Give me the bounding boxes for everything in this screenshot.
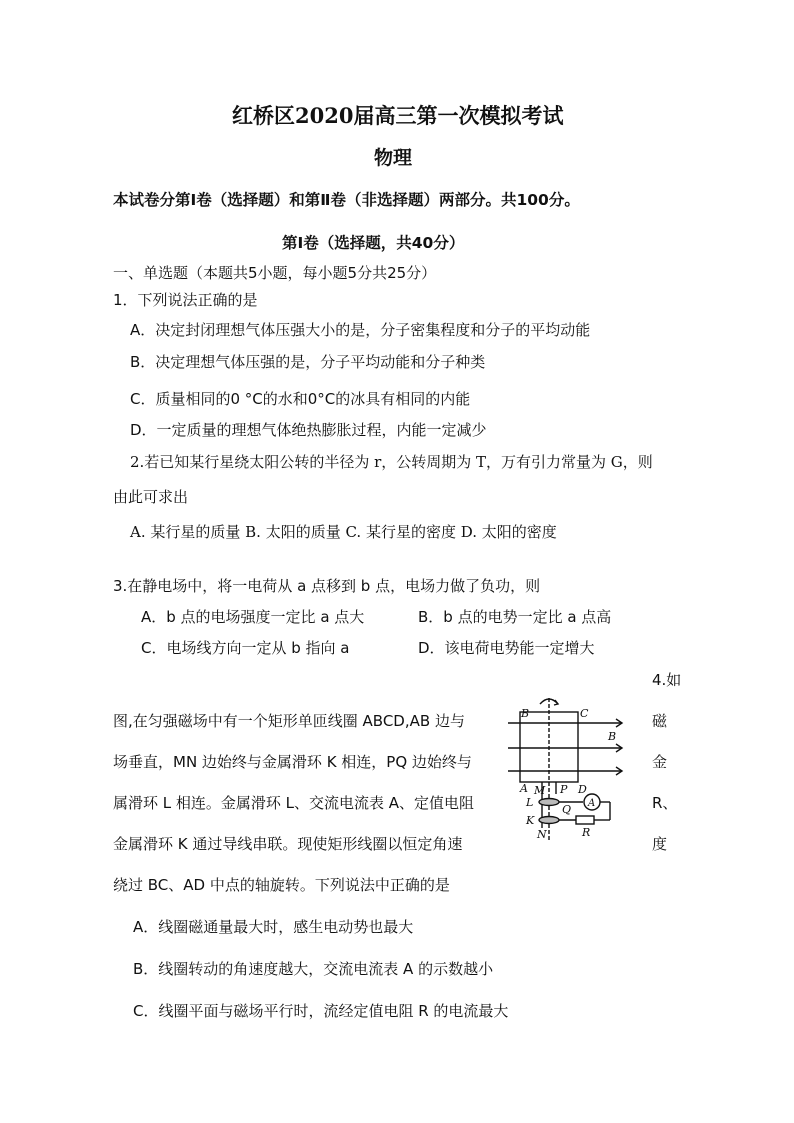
label-r: R <box>582 826 591 839</box>
label-l: L <box>526 796 534 809</box>
label-ammeter: A <box>588 798 596 809</box>
q3-option-d: D．该电荷电势能一定增大 <box>418 639 595 657</box>
q1-option-c: C．质量相同的0 °C的水和0°C的冰具有相同的内能 <box>130 390 471 408</box>
label-p: P <box>560 783 568 796</box>
part-heading: 一、单选题（本题共5小题，每小题5分共25分） <box>113 264 437 282</box>
slip-ring-l <box>539 799 559 806</box>
q4-line4-end: 度 <box>652 835 668 853</box>
q4-line3: 属滑环 L 相连。金属滑环 L、交流电流表 A、定值电阻 <box>113 794 475 812</box>
exam-title: 红桥区2020届高三第一次模拟考试 <box>232 103 564 128</box>
q2-stem-line2: 由此可求出 <box>113 488 189 506</box>
q3-stem: 3.在静电场中，将一电荷从 a 点移到 b 点，电场力做了负功，则 <box>113 577 541 595</box>
subject-title: 物理 <box>374 147 413 169</box>
q3-option-a: A．b 点的电场强度一定比 a 点大 <box>141 608 365 626</box>
label-b-field: B <box>608 730 617 743</box>
q4-option-a: A．线圈磁通量最大时，感生电动势也最大 <box>133 918 414 936</box>
q4-line4: 金属滑环 K 通过导线串联。现使矩形线圈以恒定角速 <box>113 835 463 853</box>
q4-figure <box>480 690 630 840</box>
q1-option-b: B．决定理想气体压强的是，分子平均动能和分子种类 <box>130 353 486 371</box>
q4-line2-end: 金 <box>652 753 668 771</box>
q4-line2: 场垂直，MN 边始终与金属滑环 K 相连，PQ 边始终与 <box>113 753 472 771</box>
q3-option-b: B．b 点的电势一定比 a 点高 <box>418 608 612 626</box>
label-k: K <box>526 814 535 827</box>
label-c-corner: C <box>580 707 589 720</box>
q1-option-a: A．决定封闭理想气体压强大小的是，分子密集程度和分子的平均动能 <box>130 321 591 339</box>
q1-option-d: D．一定质量的理想气体绝热膨胀过程，内能一定减少 <box>130 421 487 439</box>
q4-line1: 图,在匀强磁场中有一个矩形单匝线圈 ABCD,AB 边与 <box>113 712 465 730</box>
q4-line1-end: 磁 <box>652 712 668 730</box>
q2-options: A. 某行星的质量 B. 太阳的质量 C. 某行星的密度 D. 太阳的密度 <box>130 523 557 541</box>
intro-text: 本试卷分第Ⅰ卷（选择题）和第Ⅱ卷（非选择题）两部分。共100分。 <box>113 191 580 209</box>
label-b-corner: B <box>521 707 530 720</box>
q4-number: 4.如 <box>652 671 682 689</box>
q4-line5: 绕过 BC、AD 中点的轴旋转。下列说法中正确的是 <box>113 876 450 894</box>
label-q: Q <box>562 803 572 816</box>
label-d-corner: D <box>578 783 587 796</box>
q4-line3-end: R、 <box>652 794 678 812</box>
q4-option-b: B．线圈转动的角速度越大，交流电流表 A 的示数越小 <box>133 960 494 978</box>
q3-option-c: C．电场线方向一定从 b 指向 a <box>141 639 350 657</box>
label-a-corner: A <box>520 782 528 795</box>
resistor-icon <box>576 816 594 824</box>
section-heading: 第Ⅰ卷（选择题，共40分） <box>282 234 465 252</box>
q2-stem-line1: 2.若已知某行星绕太阳公转的半径为 r，公转周期为 T，万有引力常量为 G，则 <box>130 453 653 471</box>
label-m: M <box>534 784 546 797</box>
q4-option-c: C．线圈平面与磁场平行时，流经定值电阻 R 的电流最大 <box>133 1002 509 1020</box>
label-n: N <box>537 828 547 840</box>
slip-ring-k <box>539 817 559 824</box>
q1-stem: 1．下列说法正确的是 <box>113 291 258 309</box>
